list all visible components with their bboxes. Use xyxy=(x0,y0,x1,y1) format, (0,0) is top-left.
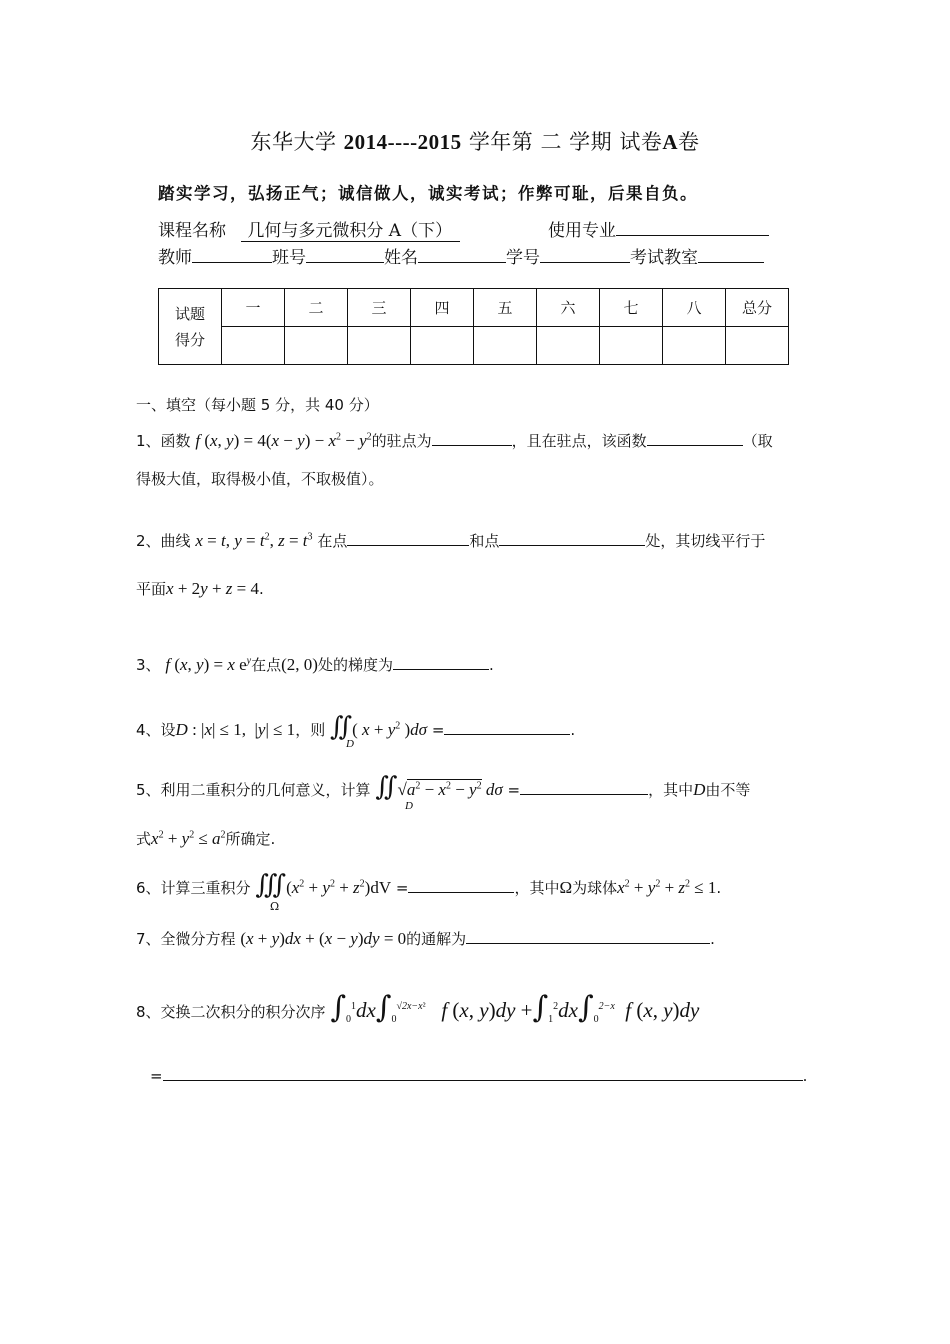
col-4: 四 xyxy=(411,289,474,327)
class-field[interactable] xyxy=(306,245,384,263)
q5-integral: $∬√a^2 - x^2 - y^2$ dσ xyxy=(375,772,503,802)
room-label: 考试教室 xyxy=(630,248,698,268)
q7-blank[interactable] xyxy=(466,929,710,944)
col-6: 六 xyxy=(537,289,600,327)
q3-number: 3、 xyxy=(136,656,161,674)
q6-integral-domain: Ω xyxy=(270,900,280,913)
q1-text-a: 的驻点为 xyxy=(371,432,432,450)
q4-domain: D : |x| ≤ 1, |y| ≤ 1 xyxy=(175,720,296,739)
q6-number: 6、计算三重积分 xyxy=(136,879,251,897)
score-table xyxy=(158,288,789,365)
q5-text-b: 由不等 xyxy=(705,781,751,799)
section-heading: 一、填空（每小题 5 分，共 40 分） xyxy=(136,396,379,414)
major-line xyxy=(548,216,769,241)
course-name: 几何与多元微积分 A（下） xyxy=(247,221,453,241)
score-cell-1[interactable] xyxy=(222,327,285,365)
q5-text-d: 所确定. xyxy=(225,830,276,848)
col-7: 七 xyxy=(600,289,663,327)
header-score: 得分 xyxy=(174,330,205,349)
score-cell-total[interactable] xyxy=(726,327,789,365)
q3-text-b: 处的梯度为 xyxy=(317,656,393,674)
q2-formula: x = t, $y = t^2$, $z = t^3$ xyxy=(195,531,313,550)
q8-blank[interactable] xyxy=(163,1066,803,1081)
question-7: 7、全微分方程 (x + y)dx + (x − y)dy = 0的通解为 . xyxy=(136,929,715,948)
header-question: 试题 xyxy=(174,304,205,323)
q1-text-b: ，且在驻点，该函数 xyxy=(511,432,647,450)
class-label: 班号 xyxy=(272,248,306,268)
question-2 xyxy=(136,530,765,551)
q1-text-c: （取 xyxy=(742,432,773,450)
q1-blank-2[interactable] xyxy=(647,431,743,446)
q5-blank[interactable] xyxy=(520,780,648,795)
honesty-motto: 踏实学习，弘扬正气；诚信做人，诚实考试；作弊可耻，后果自负。 xyxy=(158,184,698,203)
col-total: 总分 xyxy=(726,289,789,327)
q8-number: 8、交换二次积分的积分次序 xyxy=(136,1003,326,1021)
score-cell-7[interactable] xyxy=(600,327,663,365)
title-paper-version: A xyxy=(662,130,679,154)
teacher-label: 教师 xyxy=(158,248,192,268)
major-label: 使用专业 xyxy=(548,221,616,241)
col-5: 五 xyxy=(474,289,537,327)
q2-text-b: 和点 xyxy=(469,532,500,550)
score-table-header xyxy=(159,289,222,365)
q5-number: 5、利用二重积分的几何意义，计算 xyxy=(136,781,371,799)
score-cell-4[interactable] xyxy=(411,327,474,365)
q5-region: $x^2 + y^2 \le a^2$ xyxy=(151,829,226,848)
q6-ball: $x^2 + y^2 + z^2 \le 1$ xyxy=(617,878,717,897)
q8-integral: $\int_0^1dx\int_0^{√2x-x^2}$ f (x, $y)dy +\int_1^2dx\int_0^{2-x}$ f (x, y)dy xyxy=(330,990,700,1026)
q6-blank[interactable] xyxy=(408,878,514,893)
q2-number: 2、曲线 xyxy=(136,532,191,550)
teacher-field[interactable] xyxy=(192,245,272,263)
q3-blank[interactable] xyxy=(393,655,489,670)
score-cell-8[interactable] xyxy=(663,327,726,365)
q5-d: D xyxy=(693,780,706,799)
q7-equation: (x + y)dx + (x − y)dy = 0 xyxy=(240,929,407,948)
q1-number: 1、函数 xyxy=(136,432,191,450)
question-6: 6、计算三重积分 $∭(x^2 + y^2 + z^2)dV$ = ，其中Ω为球体$x^2 + y^2 + z^2 \le 1$. xyxy=(136,870,722,900)
q4-blank[interactable] xyxy=(444,720,570,735)
room-field[interactable] xyxy=(698,245,764,263)
q4-integral-domain: D xyxy=(346,738,354,750)
score-cell-6[interactable] xyxy=(537,327,600,365)
q4-text-a: ，则 xyxy=(295,721,326,739)
q5-text-a: ，其中 xyxy=(648,781,694,799)
title-paper-label: 试卷 xyxy=(619,130,663,154)
q4-integral: ∬( $x + y^2$ )dσ xyxy=(329,712,428,742)
q3-formula: f (x, y) = x $e^y$ xyxy=(165,655,252,674)
q2-text-d: 平面 xyxy=(136,580,167,598)
title-term: 学年第 二 学期 xyxy=(468,130,613,154)
student-id-label: 学号 xyxy=(506,248,540,268)
course-label: 课程名称 xyxy=(158,221,226,241)
question-3: 3、 f (x, y) = x $e^y$在点(2, 0)处的梯度为 . xyxy=(136,655,494,674)
course-line xyxy=(158,216,460,242)
q6-omega: Ω xyxy=(559,878,573,897)
question-5: 5、利用二重积分的几何意义，计算 $∬√a^2 - x^2 - y^2$ dσ = ，其中D由不等 xyxy=(136,772,751,802)
q2-blank-1[interactable] xyxy=(347,531,469,546)
q5-text-c: 式 xyxy=(136,830,152,848)
q2-text-a: 在点 xyxy=(317,532,348,550)
q2-text-c: 处，其切线平行于 xyxy=(645,532,766,550)
col-8: 八 xyxy=(663,289,726,327)
q2-continuation: 平面x + 2y + z = 4. xyxy=(136,579,264,598)
score-cell-5[interactable] xyxy=(474,327,537,365)
q6-text-a: ，其中 xyxy=(514,879,560,897)
q4-number: 4、设 xyxy=(136,721,176,739)
info-line xyxy=(158,243,764,268)
col-2: 二 xyxy=(285,289,348,327)
name-field[interactable] xyxy=(418,245,506,263)
question-4: 4、设D : |x| ≤ 1, |y| ≤ 1，则 ∬( $x + y^2$ )dσ = . xyxy=(136,712,576,742)
exam-title xyxy=(0,126,950,156)
name-label: 姓名 xyxy=(384,248,418,268)
col-3: 三 xyxy=(348,289,411,327)
score-cell-2[interactable] xyxy=(285,327,348,365)
score-cell-3[interactable] xyxy=(348,327,411,365)
title-years: 2014----2015 xyxy=(343,130,462,154)
student-id-field[interactable] xyxy=(540,245,630,263)
q3-text-a: 在点 xyxy=(251,656,282,674)
q1-blank-1[interactable] xyxy=(432,431,512,446)
col-1: 一 xyxy=(222,289,285,327)
title-university: 东华大学 xyxy=(250,130,337,154)
q1-continuation: 得极大值，取得极小值，不取极值）。 xyxy=(136,470,384,488)
q2-plane: x + 2y + z = 4 xyxy=(166,579,260,598)
major-field[interactable] xyxy=(616,218,769,236)
q2-blank-2[interactable] xyxy=(499,531,645,546)
q5-integral-domain: D xyxy=(405,800,413,812)
q8-answer-line: = . xyxy=(150,1067,808,1085)
q1-formula: f (x, $y) = 4(x - y) - x^2 - y^2$ xyxy=(195,431,372,450)
q7-number: 7、全微分方程 xyxy=(136,930,236,948)
q7-text-a: 的通解为 xyxy=(406,930,467,948)
q6-integral: $∭(x^2 + y^2 + z^2)dV$ xyxy=(255,870,392,900)
q6-text-b: 为球体 xyxy=(572,879,618,897)
q3-point: (2, 0) xyxy=(281,655,318,674)
question-8 xyxy=(136,990,699,1025)
title-end: 卷 xyxy=(678,130,700,154)
q5-continuation xyxy=(136,828,275,849)
question-1 xyxy=(136,430,773,451)
